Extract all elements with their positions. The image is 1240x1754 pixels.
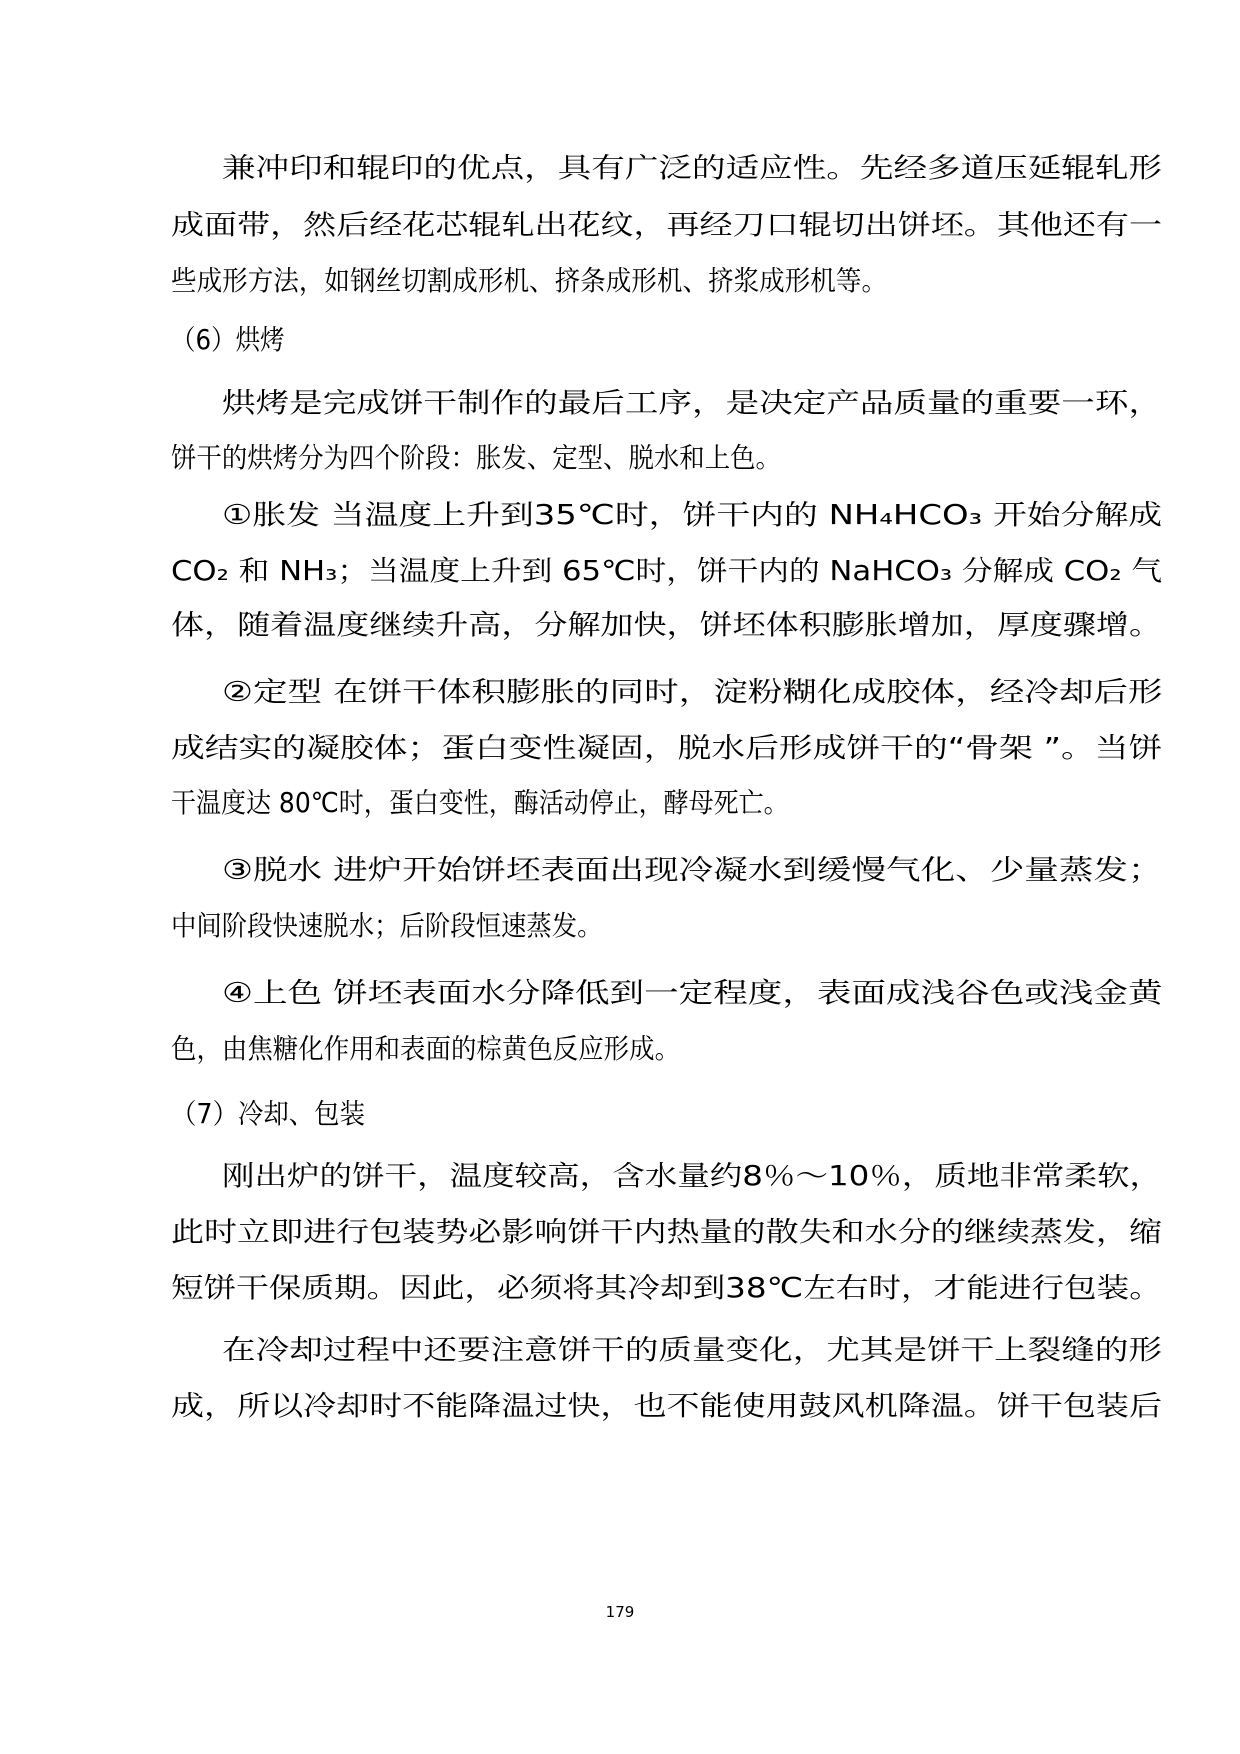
- paragraph-line: ①胀发 当温度上升到35℃时，饼干内的 NH₄HCO₃ 开始分解成: [222, 499, 1163, 531]
- paragraph-line: 干温度达 80℃时，蛋白变性，酶活动停止，酵母死亡。: [171, 787, 789, 819]
- paragraph-line: 在冷却过程中还要注意饼干的质量变化，尤其是饼干上裂缝的形: [222, 1334, 1163, 1366]
- paragraph-line: CO₂ 和 NH₃；当温度上升到 65℃时，饼干内的 NaHCO₃ 分解成 CO₂ 气: [171, 555, 1163, 587]
- paragraph-line: 成，所以冷却时不能降温过快，也不能使用鼓风机降温。饼干包装后: [171, 1390, 1162, 1422]
- paragraph-line: 烘烤是完成饼干制作的最后工序，是决定产品质量的重要一环，: [222, 387, 1163, 419]
- paragraph-line: 成面带，然后经花芯辊轧出花纹，再经刀口辊切出饼坯。其他还有一: [171, 209, 1162, 241]
- paragraph-line: 中间阶段快速脱水；后阶段恒速蒸发。: [171, 910, 603, 942]
- paragraph-line: 体，随着温度继续升高，分解加快，饼坯体积膨胀增加，厚度骤增。: [171, 609, 1162, 641]
- paragraph-line: 短饼干保质期。因此，必须将其冷却到38℃左右时，才能进行包装。: [171, 1272, 1162, 1304]
- paragraph-line: 刚出炉的饼干，温度较高，含水量约8％～10％，质地非常柔软，: [222, 1160, 1163, 1192]
- page-number: 179: [605, 1603, 635, 1621]
- paragraph-line: 些成形方法，如钢丝切割成形机、挤条成形机、挤浆成形机等。: [171, 265, 888, 297]
- section-heading: （7）冷却、包装: [171, 1098, 365, 1130]
- paragraph-line: 此时立即进行包装势必影响饼干内热量的散失和水分的继续蒸发，缩: [171, 1216, 1162, 1248]
- paragraph-line: 色，由焦糖化作用和表面的棕黄色反应形成。: [171, 1033, 681, 1065]
- paragraph-line: ②定型 在饼干体积膨胀的同时，淀粉糊化成胶体，经冷却后形: [222, 676, 1163, 708]
- paragraph-line: 饼干的烘烤分为四个阶段：胀发、定型、脱水和上色。: [171, 442, 781, 474]
- paragraph-line: ④上色 饼坯表面水分降低到一定程度，表面成浅谷色或浅金黄: [222, 977, 1163, 1009]
- paragraph-line: ③脱水 进炉开始饼坯表面出现冷凝水到缓慢气化、少量蒸发；: [222, 854, 1163, 886]
- paragraph-line: 成结实的凝胶体；蛋白变性凝固，脱水后形成饼干的“骨架 ”。当饼: [171, 732, 1163, 764]
- paragraph-line: 兼冲印和辊印的优点，具有广泛的适应性。先经多道压延辊轧形: [222, 152, 1163, 184]
- section-heading: （6）烘烤: [171, 324, 285, 356]
